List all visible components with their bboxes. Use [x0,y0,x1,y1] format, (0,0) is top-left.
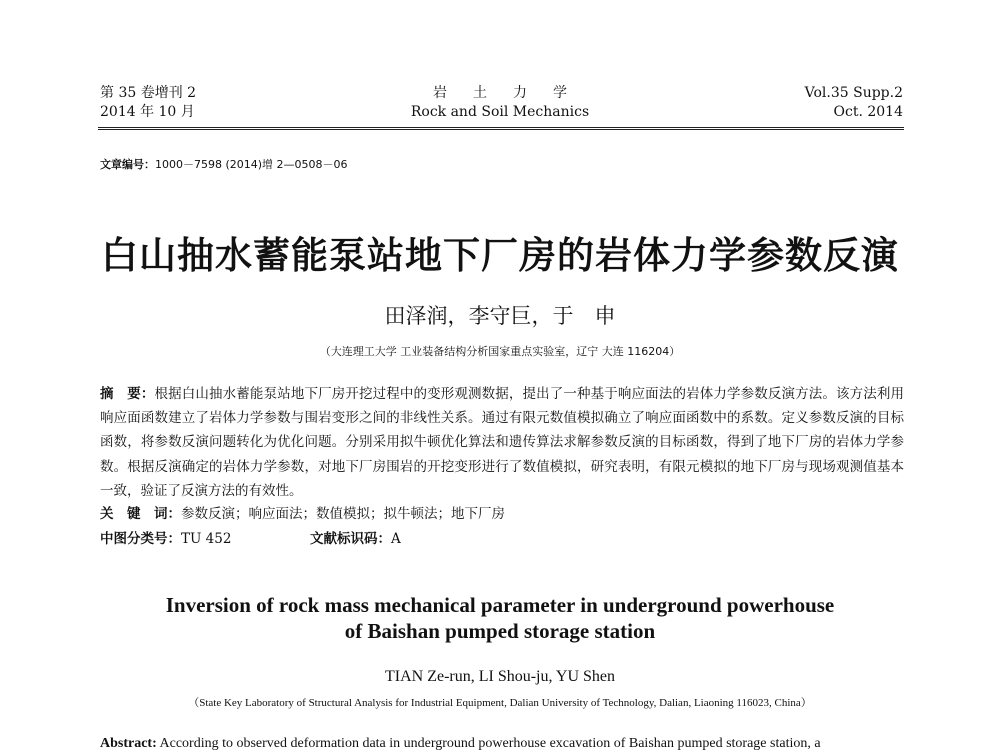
abstract-en-label: Abstract: [100,736,157,751]
article-number [100,156,348,172]
clc-label: 中图分类号： [100,531,181,547]
journal-issue-en [805,84,903,122]
article-number-label: 文章编号： [100,158,155,171]
date-en: Oct. 2014 [833,104,903,120]
volume-cn: 第 35 卷增刊 2 [100,85,197,101]
abstract-cn-label: 摘 要： [100,386,155,402]
article-number-value: 1000－7598 (2014)增 2—0508－06 [155,158,348,171]
document-code [310,527,401,547]
classification-line [100,527,401,547]
authors-en: TIAN Ze-run, LI Shou-ju, YU Shen [384,668,616,685]
affiliation-en: （State Key Laboratory of Structural Analysis for Industrial Equipment, Dalian University of Technology, Dalian, Liaoning 116023, China） [188,697,812,709]
journal-name-en: Rock and Soil Mechanics [410,104,590,120]
paper-title-en [0,592,1000,644]
abstract-cn [100,382,904,503]
paper-title-cn: 白山抽水蓄能泵站地下厂房的岩体力学参数反演 [101,234,899,277]
clc-value: TU 452 [181,531,232,547]
abstract-en [100,736,904,752]
doc-code-value: A [391,531,401,547]
keywords-cn-label: 关 键 词： [100,506,181,522]
journal-name-cn: 岩土力学 [433,85,593,101]
header-rule [98,127,904,128]
paper-title-en-line2: of Baishan pumped storage station [344,619,656,643]
affiliation-cn: （大连理工大学 工业装备结构分析国家重点实验室，辽宁 大连 116204） [319,345,681,358]
date-cn: 2014 年 10 月 [100,104,195,120]
keywords-cn [100,502,505,522]
keywords-cn-text: 参数反演；响应面法；数值模拟；拟牛顿法；地下厂房 [181,506,505,522]
header-rule-double [98,129,904,130]
authors-cn: 田泽润，李守巨，于 申 [384,304,616,328]
doc-code-label: 文献标识码： [310,531,391,547]
volume-en: Vol.35 Supp.2 [804,85,903,101]
abstract-cn-text: 根据白山抽水蓄能泵站地下厂房开挖过程中的变形观测数据，提出了一种基于响应面法的岩体力学参数反演方法。该方法利用响应面函数建立了岩体力学参数与围岩变形之间的非线性关系。通过有限元数值模拟确立了响应面函数中的系数。定义参数反演的目标函数，将参数反演问题转化为优化问题。分别采用拟牛顿优化算法和遗传算法求解参数反演的目标函数，得到了地下厂房的岩体力学参数。根据反演确定的岩体力学参数，对地下厂房围岩的开挖变形进行了数值模拟，研究表明，有限元模拟的地下厂房与现场观测值基本一致，验证了反演方法的有效性。 [100,386,905,499]
abstract-en-text: According to observed deformation data in underground powerhouse excavation of Baishan pumped storage station, a [159,736,821,751]
paper-title-en-line1: Inversion of rock mass mechanical parameter in underground powerhouse [165,593,835,617]
